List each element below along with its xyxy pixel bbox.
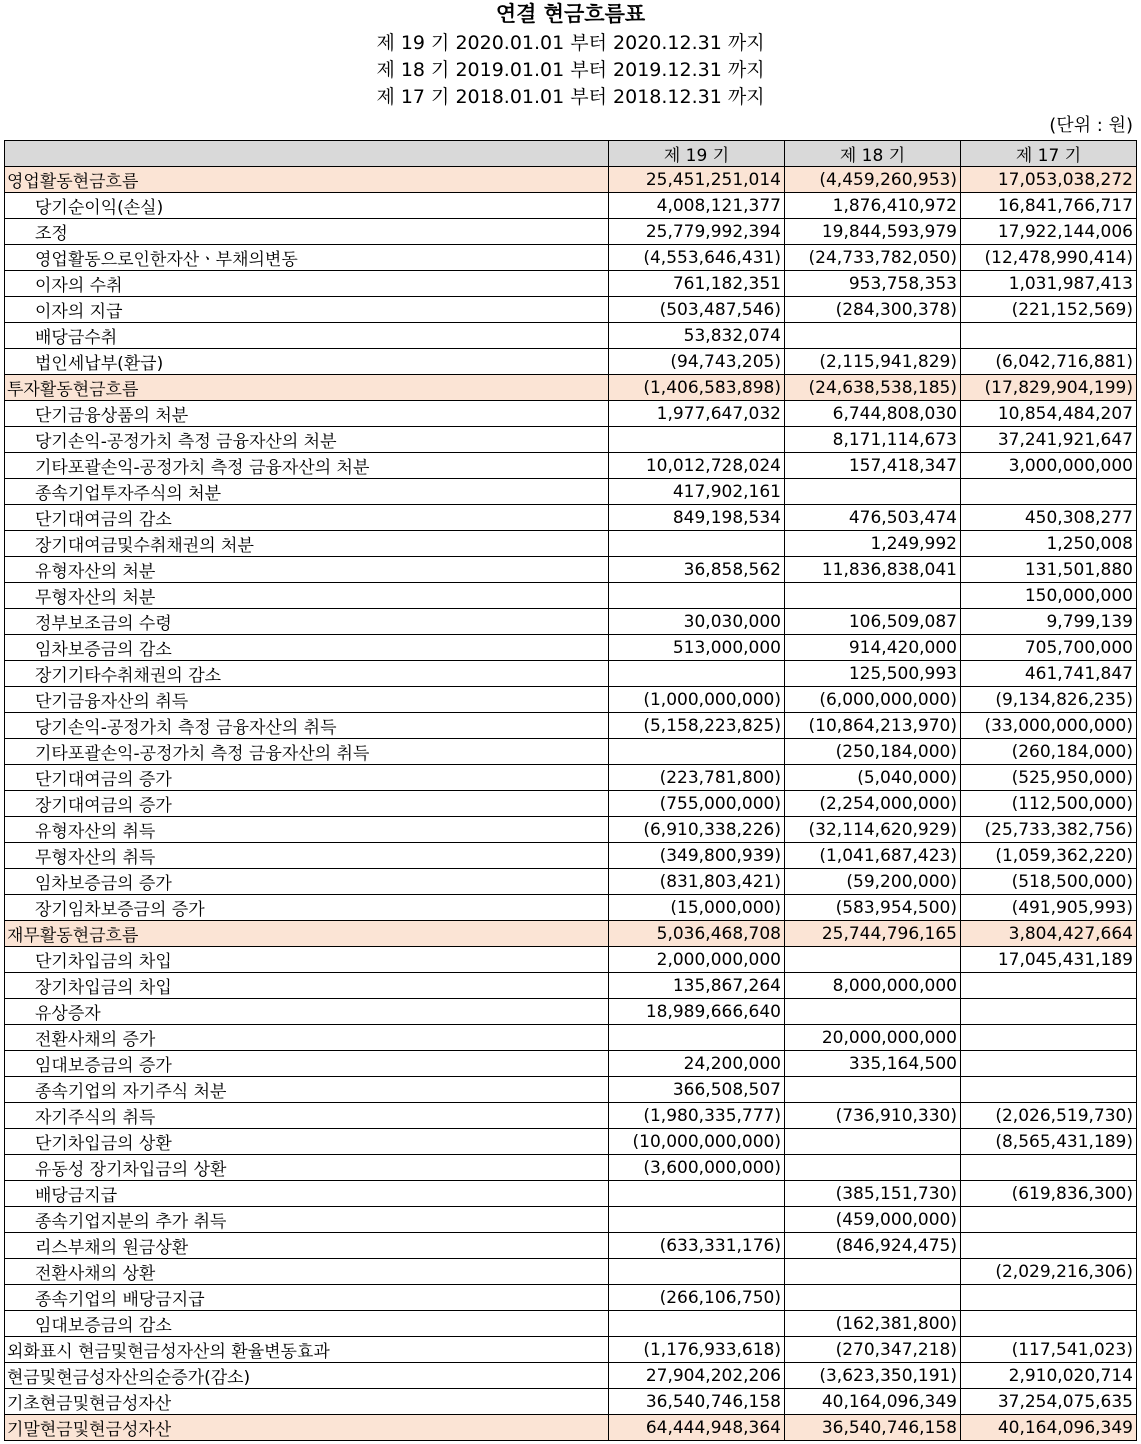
table-row (5, 219, 1137, 245)
value-period-17 (961, 1077, 1137, 1103)
value-period-19: 417,902,161 (609, 479, 785, 505)
value-period-18: (284,300,378) (785, 297, 961, 323)
table-row (5, 713, 1137, 739)
value-period-18: 125,500,993 (785, 661, 961, 687)
value-period-18: (846,924,475) (785, 1233, 961, 1259)
table-row (5, 245, 1137, 271)
row-label: 정부보조금의 수령 (5, 609, 609, 635)
value-period-18: (2,254,000,000) (785, 791, 961, 817)
value-period-17: (1,059,362,220) (961, 843, 1137, 869)
value-period-19: (94,743,205) (609, 349, 785, 375)
value-period-17: 1,250,008 (961, 531, 1137, 557)
row-label: 단기차입금의 차입 (5, 947, 609, 973)
table-row (5, 1077, 1137, 1103)
row-label: 이자의 수취 (5, 271, 609, 297)
row-label: 영업활동현금흐름 (5, 167, 609, 193)
cash-flow-table (4, 140, 1137, 1441)
value-period-19 (609, 427, 785, 453)
value-period-17 (961, 1311, 1137, 1337)
value-period-18: (270,347,218) (785, 1337, 961, 1363)
header-period-19: 제 19 기 (609, 141, 785, 167)
table-row (5, 167, 1137, 193)
value-period-19: (755,000,000) (609, 791, 785, 817)
value-period-19: 366,508,507 (609, 1077, 785, 1103)
value-period-18: (385,151,730) (785, 1181, 961, 1207)
value-period-18: 476,503,474 (785, 505, 961, 531)
table-row (5, 635, 1137, 661)
value-period-19: 135,867,264 (609, 973, 785, 999)
value-period-18 (785, 1129, 961, 1155)
table-row (5, 427, 1137, 453)
value-period-17: (117,541,023) (961, 1337, 1137, 1363)
value-period-17: 3,000,000,000 (961, 453, 1137, 479)
value-period-19 (609, 739, 785, 765)
value-period-19: 64,444,948,364 (609, 1415, 785, 1441)
value-period-18: 8,000,000,000 (785, 973, 961, 999)
value-period-18: (10,864,213,970) (785, 713, 961, 739)
value-period-17: (9,134,826,235) (961, 687, 1137, 713)
value-period-18: (59,200,000) (785, 869, 961, 895)
value-period-19: 2,000,000,000 (609, 947, 785, 973)
value-period-19 (609, 1311, 785, 1337)
value-period-19: 25,779,992,394 (609, 219, 785, 245)
value-period-18: (5,040,000) (785, 765, 961, 791)
row-label: 유상증자 (5, 999, 609, 1025)
value-period-19 (609, 1181, 785, 1207)
row-label: 유형자산의 취득 (5, 817, 609, 843)
value-period-18: (3,623,350,191) (785, 1363, 961, 1389)
period-line-19: 제 19 기 2020.01.01 부터 2020.12.31 까지 (376, 32, 765, 54)
row-label: 임차보증금의 증가 (5, 869, 609, 895)
value-period-19: (266,106,750) (609, 1285, 785, 1311)
table-row (5, 271, 1137, 297)
value-period-19: 36,858,562 (609, 557, 785, 583)
value-period-19 (609, 1207, 785, 1233)
value-period-18: 6,744,808,030 (785, 401, 961, 427)
value-period-19: (6,910,338,226) (609, 817, 785, 843)
value-period-19 (609, 661, 785, 687)
value-period-18 (785, 999, 961, 1025)
value-period-17 (961, 479, 1137, 505)
value-period-17 (961, 1051, 1137, 1077)
value-period-19: 4,008,121,377 (609, 193, 785, 219)
table-row (5, 817, 1137, 843)
table-row (5, 349, 1137, 375)
value-period-17: 705,700,000 (961, 635, 1137, 661)
value-period-17: (6,042,716,881) (961, 349, 1137, 375)
row-label: 리스부채의 원금상환 (5, 1233, 609, 1259)
unit-label: (단위 : 원) (1049, 115, 1133, 136)
value-period-18: 157,418,347 (785, 453, 961, 479)
row-label: 무형자산의 취득 (5, 843, 609, 869)
value-period-17: 450,308,277 (961, 505, 1137, 531)
value-period-18: (32,114,620,929) (785, 817, 961, 843)
value-period-18: 8,171,114,673 (785, 427, 961, 453)
table-row (5, 505, 1137, 531)
value-period-18: 335,164,500 (785, 1051, 961, 1077)
value-period-17 (961, 1155, 1137, 1181)
table-body (5, 167, 1137, 1441)
value-period-19: 761,182,351 (609, 271, 785, 297)
table-row (5, 323, 1137, 349)
value-period-17: 10,854,484,207 (961, 401, 1137, 427)
table-row (5, 297, 1137, 323)
value-period-17: (221,152,569) (961, 297, 1137, 323)
value-period-18: (24,733,782,050) (785, 245, 961, 271)
value-period-18: 25,744,796,165 (785, 921, 961, 947)
value-period-18 (785, 479, 961, 505)
row-label: 전환사채의 상환 (5, 1259, 609, 1285)
value-period-17 (961, 1207, 1137, 1233)
period-line-17: 제 17 기 2018.01.01 부터 2018.12.31 까지 (376, 86, 765, 108)
table-header-row (5, 141, 1137, 167)
row-label: 유형자산의 처분 (5, 557, 609, 583)
value-period-17: 3,804,427,664 (961, 921, 1137, 947)
header-period-17: 제 17 기 (961, 141, 1137, 167)
value-period-19: (10,000,000,000) (609, 1129, 785, 1155)
row-label: 기타포괄손익-공정가치 측정 금융자산의 취득 (5, 739, 609, 765)
value-period-18: (459,000,000) (785, 1207, 961, 1233)
row-label: 종속기업지분의 추가 취득 (5, 1207, 609, 1233)
value-period-19: (503,487,546) (609, 297, 785, 323)
table-row (5, 765, 1137, 791)
value-period-19: 27,904,202,206 (609, 1363, 785, 1389)
row-label: 전환사채의 증가 (5, 1025, 609, 1051)
value-period-17 (961, 973, 1137, 999)
value-period-18: 40,164,096,349 (785, 1389, 961, 1415)
value-period-19: (15,000,000) (609, 895, 785, 921)
row-label: 단기대여금의 증가 (5, 765, 609, 791)
value-period-18: 1,876,410,972 (785, 193, 961, 219)
row-label: 당기순이익(손실) (5, 193, 609, 219)
value-period-19: (5,158,223,825) (609, 713, 785, 739)
row-label: 배당금수취 (5, 323, 609, 349)
value-period-17: 150,000,000 (961, 583, 1137, 609)
row-label: 장기임차보증금의 증가 (5, 895, 609, 921)
value-period-17: 461,741,847 (961, 661, 1137, 687)
row-label: 단기차입금의 상환 (5, 1129, 609, 1155)
row-label: 유동성 장기차입금의 상환 (5, 1155, 609, 1181)
value-period-17: 17,053,038,272 (961, 167, 1137, 193)
table-row (5, 791, 1137, 817)
value-period-17: 37,254,075,635 (961, 1389, 1137, 1415)
table-row (5, 1025, 1137, 1051)
row-label: 종속기업의 배당금지급 (5, 1285, 609, 1311)
value-period-17: 131,501,880 (961, 557, 1137, 583)
value-period-18: (6,000,000,000) (785, 687, 961, 713)
value-period-17: (25,733,382,756) (961, 817, 1137, 843)
value-period-19: (1,176,933,618) (609, 1337, 785, 1363)
value-period-17 (961, 1285, 1137, 1311)
table-row (5, 973, 1137, 999)
value-period-18 (785, 1259, 961, 1285)
row-label: 기타포괄손익-공정가치 측정 금융자산의 처분 (5, 453, 609, 479)
value-period-17: 9,799,139 (961, 609, 1137, 635)
row-label: 종속기업의 자기주식 처분 (5, 1077, 609, 1103)
value-period-19: 36,540,746,158 (609, 1389, 785, 1415)
table-row (5, 583, 1137, 609)
value-period-18 (785, 1077, 961, 1103)
value-period-17: 2,910,020,714 (961, 1363, 1137, 1389)
value-period-19: 24,200,000 (609, 1051, 785, 1077)
value-period-17: 1,031,987,413 (961, 271, 1137, 297)
value-period-19: (1,980,335,777) (609, 1103, 785, 1129)
value-period-17: (619,836,300) (961, 1181, 1137, 1207)
table-row (5, 375, 1137, 401)
table-row (5, 531, 1137, 557)
value-period-19: (633,331,176) (609, 1233, 785, 1259)
value-period-18 (785, 323, 961, 349)
table-row (5, 661, 1137, 687)
value-period-18: (162,381,800) (785, 1311, 961, 1337)
table-row (5, 1181, 1137, 1207)
table-row (5, 687, 1137, 713)
value-period-18: (1,041,687,423) (785, 843, 961, 869)
value-period-19 (609, 583, 785, 609)
table-row (5, 843, 1137, 869)
table-row (5, 1389, 1137, 1415)
value-period-18: (2,115,941,829) (785, 349, 961, 375)
row-label: 법인세납부(환급) (5, 349, 609, 375)
row-label: 임대보증금의 증가 (5, 1051, 609, 1077)
table-row (5, 557, 1137, 583)
value-period-18: 106,509,087 (785, 609, 961, 635)
row-label: 조정 (5, 219, 609, 245)
table-row (5, 869, 1137, 895)
value-period-19: 18,989,666,640 (609, 999, 785, 1025)
header-period-18: 제 18 기 (785, 141, 961, 167)
value-period-19: 849,198,534 (609, 505, 785, 531)
row-label: 재무활동현금흐름 (5, 921, 609, 947)
row-label: 자기주식의 취득 (5, 1103, 609, 1129)
value-period-18: (583,954,500) (785, 895, 961, 921)
value-period-19: (4,553,646,431) (609, 245, 785, 271)
value-period-19: 30,030,000 (609, 609, 785, 635)
table-row (5, 1363, 1137, 1389)
row-label: 현금및현금성자산의순증가(감소) (5, 1363, 609, 1389)
value-period-19: (1,406,583,898) (609, 375, 785, 401)
value-period-19: (349,800,939) (609, 843, 785, 869)
value-period-17: (12,478,990,414) (961, 245, 1137, 271)
value-period-19: 53,832,074 (609, 323, 785, 349)
value-period-19 (609, 1025, 785, 1051)
row-label: 종속기업투자주식의 처분 (5, 479, 609, 505)
row-label: 임대보증금의 감소 (5, 1311, 609, 1337)
row-label: 장기차입금의 차입 (5, 973, 609, 999)
table-row (5, 1259, 1137, 1285)
table-row (5, 1129, 1137, 1155)
value-period-18 (785, 947, 961, 973)
value-period-18: (24,638,538,185) (785, 375, 961, 401)
row-label: 당기손익-공정가치 측정 금융자산의 취득 (5, 713, 609, 739)
header-label-col (5, 141, 609, 167)
value-period-17: (2,029,216,306) (961, 1259, 1137, 1285)
value-period-19: 10,012,728,024 (609, 453, 785, 479)
value-period-18 (785, 1155, 961, 1181)
value-period-18: 19,844,593,979 (785, 219, 961, 245)
value-period-19: (223,781,800) (609, 765, 785, 791)
table-row (5, 1103, 1137, 1129)
value-period-17 (961, 323, 1137, 349)
row-label: 단기대여금의 감소 (5, 505, 609, 531)
row-label: 단기금융자산의 취득 (5, 687, 609, 713)
value-period-17: (491,905,993) (961, 895, 1137, 921)
value-period-17: (518,500,000) (961, 869, 1137, 895)
value-period-18: 1,249,992 (785, 531, 961, 557)
value-period-17 (961, 1233, 1137, 1259)
value-period-17: (2,026,519,730) (961, 1103, 1137, 1129)
value-period-17: (33,000,000,000) (961, 713, 1137, 739)
value-period-17: 17,045,431,189 (961, 947, 1137, 973)
table-row (5, 999, 1137, 1025)
row-label: 기초현금및현금성자산 (5, 1389, 609, 1415)
value-period-19: (1,000,000,000) (609, 687, 785, 713)
row-label: 장기대여금의 증가 (5, 791, 609, 817)
table-row (5, 1415, 1137, 1441)
value-period-19: 25,451,251,014 (609, 167, 785, 193)
row-label: 투자활동현금흐름 (5, 375, 609, 401)
value-period-18: (250,184,000) (785, 739, 961, 765)
value-period-19: (831,803,421) (609, 869, 785, 895)
value-period-17: 40,164,096,349 (961, 1415, 1137, 1441)
value-period-18: 11,836,838,041 (785, 557, 961, 583)
value-period-18: 20,000,000,000 (785, 1025, 961, 1051)
row-label: 단기금융상품의 처분 (5, 401, 609, 427)
table-row (5, 193, 1137, 219)
row-label: 장기대여금및수취채권의 처분 (5, 531, 609, 557)
row-label: 영업활동으로인한자산ㆍ부채의변동 (5, 245, 609, 271)
table-row (5, 609, 1137, 635)
row-label: 기말현금및현금성자산 (5, 1415, 609, 1441)
value-period-18 (785, 1285, 961, 1311)
table-row (5, 1233, 1137, 1259)
table-row (5, 1285, 1137, 1311)
table-row (5, 479, 1137, 505)
table-row (5, 401, 1137, 427)
value-period-19: (3,600,000,000) (609, 1155, 785, 1181)
row-label: 이자의 지급 (5, 297, 609, 323)
value-period-18: 36,540,746,158 (785, 1415, 961, 1441)
value-period-17 (961, 999, 1137, 1025)
value-period-17: (260,184,000) (961, 739, 1137, 765)
value-period-18: 953,758,353 (785, 271, 961, 297)
table-row (5, 947, 1137, 973)
row-label: 무형자산의 처분 (5, 583, 609, 609)
value-period-17: (17,829,904,199) (961, 375, 1137, 401)
value-period-18: (4,459,260,953) (785, 167, 961, 193)
value-period-19: 513,000,000 (609, 635, 785, 661)
value-period-19 (609, 1259, 785, 1285)
table-row (5, 1207, 1137, 1233)
value-period-18 (785, 583, 961, 609)
value-period-17 (961, 1025, 1137, 1051)
value-period-18: 914,420,000 (785, 635, 961, 661)
statement-title: 연결 현금흐름표 (495, 2, 646, 26)
period-line-18: 제 18 기 2019.01.01 부터 2019.12.31 까지 (376, 59, 765, 81)
row-label: 임차보증금의 감소 (5, 635, 609, 661)
value-period-17: (525,950,000) (961, 765, 1137, 791)
value-period-17: 17,922,144,006 (961, 219, 1137, 245)
row-label: 배당금지급 (5, 1181, 609, 1207)
value-period-19: 1,977,647,032 (609, 401, 785, 427)
row-label: 당기손익-공정가치 측정 금융자산의 처분 (5, 427, 609, 453)
table-row (5, 1311, 1137, 1337)
table-row (5, 895, 1137, 921)
value-period-19 (609, 531, 785, 557)
value-period-17: 37,241,921,647 (961, 427, 1137, 453)
table-row (5, 921, 1137, 947)
table-row (5, 1337, 1137, 1363)
table-row (5, 453, 1137, 479)
table-row (5, 1155, 1137, 1181)
value-period-17: (112,500,000) (961, 791, 1137, 817)
table-row (5, 739, 1137, 765)
row-label: 외화표시 현금및현금성자산의 환율변동효과 (5, 1337, 609, 1363)
row-label: 장기기타수취채권의 감소 (5, 661, 609, 687)
value-period-19: 5,036,468,708 (609, 921, 785, 947)
value-period-17: (8,565,431,189) (961, 1129, 1137, 1155)
value-period-18: (736,910,330) (785, 1103, 961, 1129)
table-row (5, 1051, 1137, 1077)
value-period-17: 16,841,766,717 (961, 193, 1137, 219)
